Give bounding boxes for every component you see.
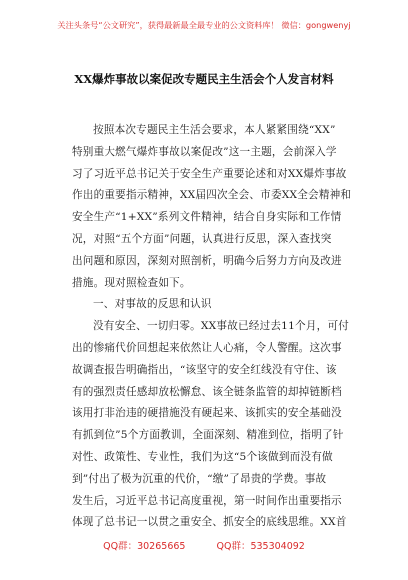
body-line: 有的强烈责任感却放松懈怠、该全链条监管的却掉链断档: [72, 385, 342, 398]
body-line: 故调查报告明确指出，“该坚守的安全红线没有守住、该: [72, 363, 337, 376]
body-line: 况，对照“五个方面”问题，认真进行反思，深入查找突: [72, 232, 332, 245]
document-title: XX爆炸事故以案促改专题民主生活会个人发言材料: [74, 72, 334, 86]
body-line: 按照本次专题民主生活会要求，本人紧紧围绕“XX”: [93, 124, 336, 136]
body-line: 出的惨痛代价回想起来依然让人心痛，令人警醒。这次事: [72, 341, 342, 354]
body-line: 作出的重要指示精神，XX届四次全会、市委XX全会精神和: [72, 189, 352, 202]
body-line: 到”付出了极为沉重的代价，“缴”了昂贵的学费。事故: [72, 472, 327, 485]
body-line: 没有安全、一切归零。XX事故已经过去11个月，可付: [93, 320, 350, 333]
body-line: 发生后，习近平总书记高度重视，第一时间作出重要指示: [72, 494, 342, 507]
body-line: 有抓到位”5个方面教训，全面深刻、精准到位，指明了针: [72, 429, 344, 442]
footer-qq-group-1: QQ群：30265665: [103, 541, 186, 552]
document-body: [72, 120, 360, 534]
section-heading: 一、对事故的反思和认识: [93, 298, 212, 311]
body-line: 措施。现对照检查如下。: [72, 276, 191, 289]
body-line: 对性、政策性、专业性，我们为这“5个该做到而没有做: [72, 450, 333, 463]
header-banner: 关注头条号“公文研究”，获得最新最全最专业的公文资料库！ 微信：gongwenyj: [57, 20, 351, 30]
footer-contacts: [0, 538, 408, 552]
body-line: 出问题和原因，深刻对照剖析，明确今后努力方向及改进: [72, 254, 342, 267]
body-line: 该用打非治违的硬措施没有硬起来、该抓实的安全基础没: [72, 407, 342, 420]
body-line: 体现了总书记一以贯之重安全、抓安全的底线思维。XX首: [72, 516, 347, 529]
body-line: 特别重大燃气爆炸事故以案促改”这一主题，会前深入学: [72, 145, 337, 158]
body-line: 习了习近平总书记关于安全生产重要论述和对XX爆炸事故: [72, 167, 347, 180]
footer-qq-group-2: QQ群：535304092: [216, 541, 305, 552]
body-line: 安全生产“1+XX”系列文件精神，结合自身实际和工作情: [72, 211, 342, 224]
